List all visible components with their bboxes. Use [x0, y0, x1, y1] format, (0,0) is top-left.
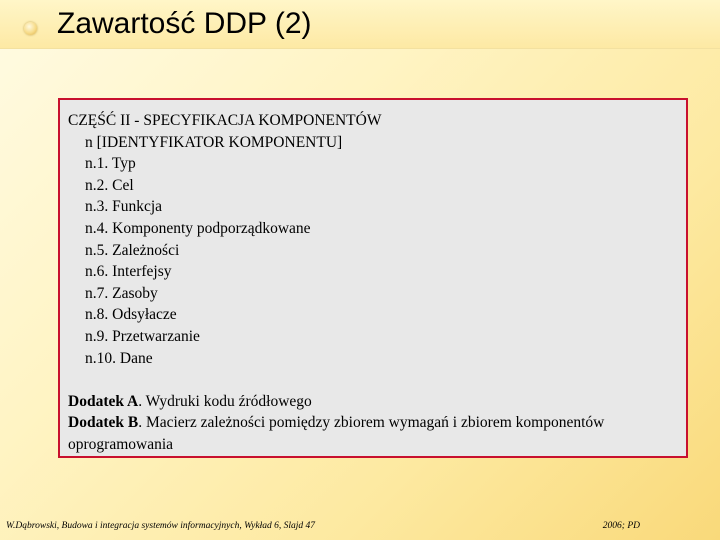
title-bullet-icon: [24, 22, 37, 35]
list-item: n.10. Dane: [85, 349, 153, 367]
content-box: [58, 98, 688, 458]
appendix-a-label: Dodatek A: [68, 392, 139, 410]
appendix-a: [68, 391, 628, 413]
list-item: n.2. Cel: [85, 176, 134, 194]
slide-title: Zawartość DDP (2): [57, 7, 312, 40]
list-item: n.9. Przetwarzanie: [85, 327, 200, 345]
section-heading: CZĘŚĆ II - SPECYFIKACJA KOMPONENTÓW: [68, 112, 382, 129]
list-item: n.5. Zależności: [85, 241, 180, 259]
title-bar: [0, 0, 720, 49]
list-item: n.1. Typ: [85, 155, 136, 173]
list-item: n [IDENTYFIKATOR KOMPONENTU]: [85, 133, 343, 151]
list-item: n.8. Odsyłacze: [85, 306, 177, 324]
list-item: n.3. Funkcja: [85, 198, 163, 216]
list-item: n.4. Komponenty podporządkowane: [85, 219, 311, 237]
appendix-b-text: . Macierz zależności pomiędzy zbiorem wymagań i zbiorem komponentów oprogramowania: [68, 414, 605, 453]
appendix-b: [68, 412, 628, 455]
appendix-b-label: Dodatek B: [68, 414, 139, 432]
appendix-a-text: . Wydruki kodu źródłowego: [138, 392, 312, 410]
footer-date: 2006; PD: [602, 521, 640, 531]
spacer: [68, 369, 686, 391]
list-item: n.7. Zasoby: [85, 284, 158, 302]
list-item: n.6. Interfejsy: [85, 263, 172, 281]
footer-credit: W.Dąbrowski, Budowa i integracja systemów informacyjnych, Wykład 6, Slajd 47: [6, 521, 315, 531]
